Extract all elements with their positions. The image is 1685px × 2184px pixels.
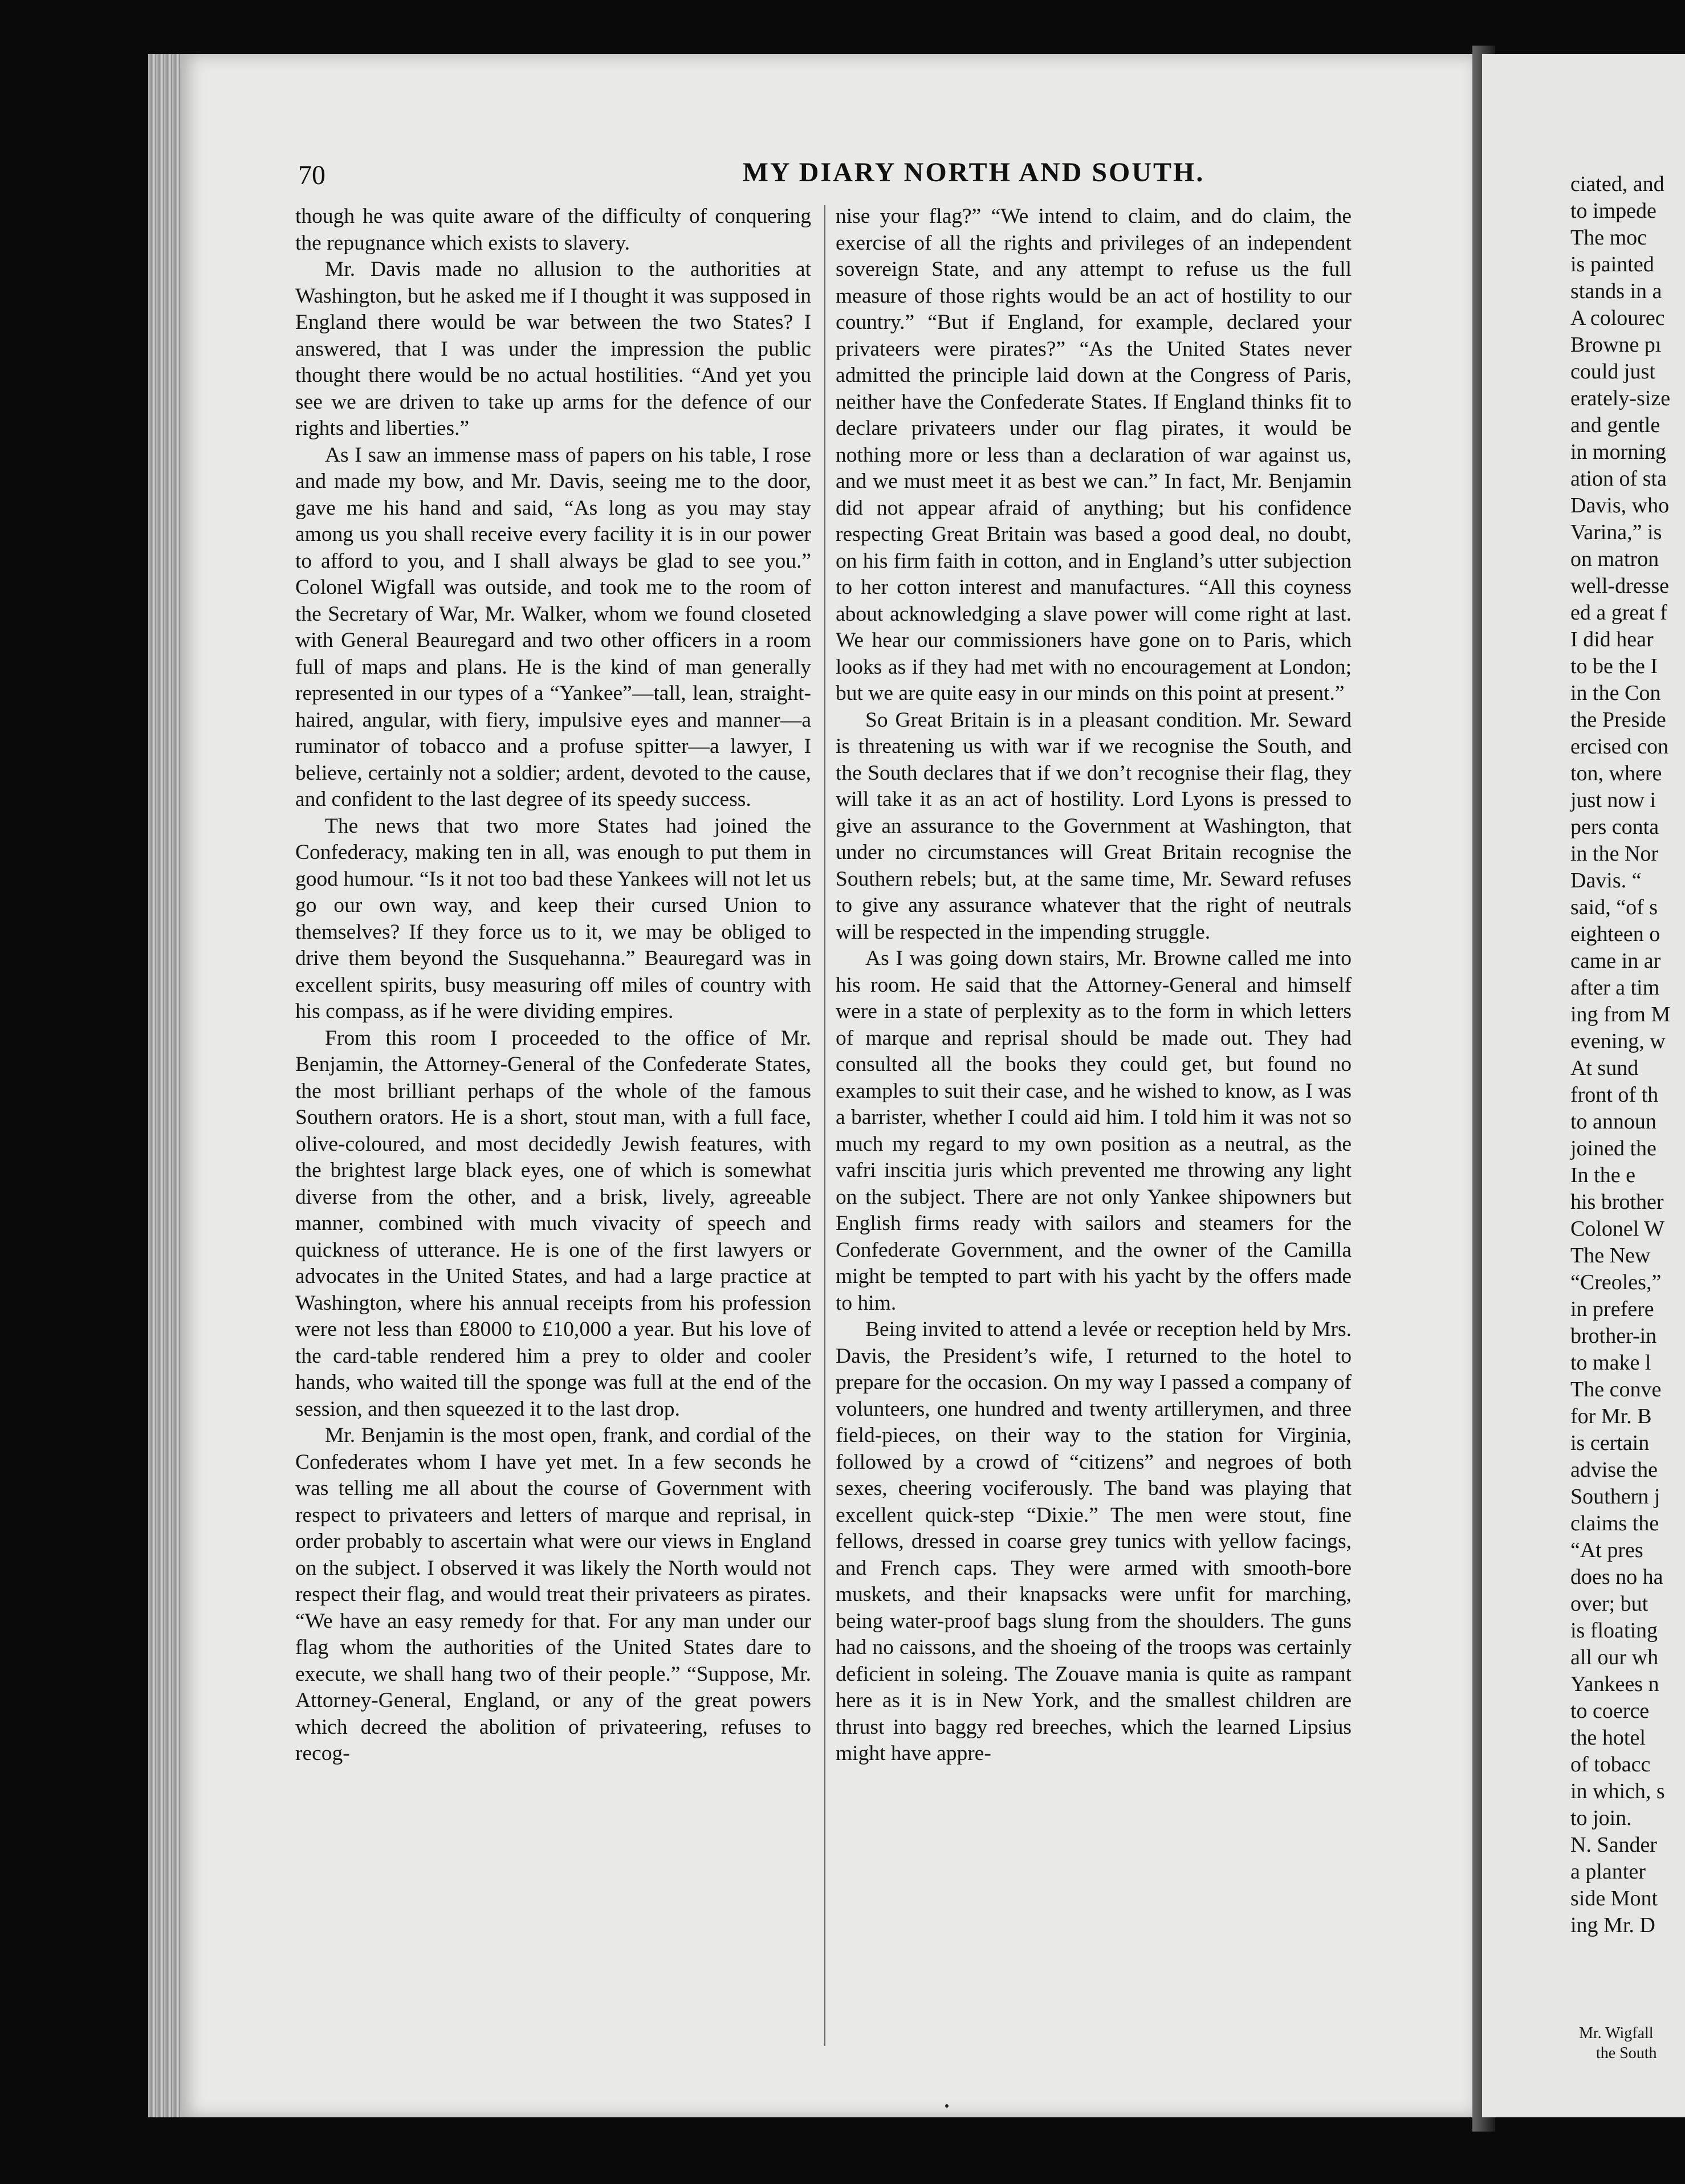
next-page-line: said, “of s [1570,895,1658,919]
paragraph: The news that two more States had joined the Confederacy, making ten in all, was enough to put them in good humour. “Is it not too bad these Yankees will not let us go our own way, and keep their cursed Union to themselves? If they force us to it, we may be obliged to drive them beyond the Susquehanna.” Beauregard was in excellent spirits, busy measuring off miles of country with his compass, as if he were dividing empires. [295,814,811,1023]
next-page-line: claims the [1570,1511,1659,1535]
next-page-line: Varina,” is [1570,520,1662,544]
next-page-line: to coerce [1570,1699,1650,1723]
next-page-footnote: the South [1596,2044,1657,2062]
next-page-line: ing Mr. D [1570,1913,1655,1937]
next-page-line: I did hear [1570,628,1654,651]
paragraph: From this room I proceeded to the office of Mr. Benjamin, the Attorney-General of the Confederate States, the most brilliant perhaps of the whole of the famous Southern orators. He is a short, stout man, with a full face, olive-coloured, and most decidedly Jewish features, with the brightest large black eyes, one of which is somewhat diverse from the other, and a brisk, lively, agreeable manner, combined with much vivacity of speech and quickness of utterance. He is one of the first lawyers or advocates in the United States, and had a large practice at Washington, where his annual receipts from his profession were not less than £8000 to £10,000 a year. But his love of the card-table rendered him a prey to older and cooler hands, who waited till the sponge was full at the end of the session, and then squeezed it to the last drop. [295,1026,811,1421]
next-page-line: Davis, who [1570,494,1670,518]
text-column-left [295,203,811,1767]
next-page-line: does no ha [1570,1565,1663,1589]
next-page-line: ton, where [1570,761,1662,785]
next-page-line: and gentle [1570,413,1660,437]
next-page-line: Browne pı [1570,333,1662,357]
next-page-line: Colonel W [1570,1217,1665,1241]
next-page-line: to impede [1570,199,1656,223]
next-page-line: just now i [1570,788,1656,812]
paragraph: Mr. Benjamin is the most open, frank, and cordial of the Confederates whom I have yet met. In a few seconds he was telling me all about the course of Government with respect to privateers and letters of marque and reprisal, in order probably to ascertain what were our views in England on the subject. I observed it was likely the North would not respect their flag, and would treat their privateers as pirates. “We have an easy remedy for that. For any man under our flag whom the authorities of the United States dare to execute, we shall hang two of their people.” “Suppose, Mr. Attorney-General, England, or any of the great powers which decreed the abolition of privateering, refuses to recog- [295,1424,811,1765]
next-page-line: to join. [1570,1806,1632,1830]
next-page-line: over; but [1570,1592,1649,1616]
next-page-line: all our wh [1570,1645,1659,1669]
next-page-line: side Mont [1570,1886,1658,1910]
next-page-line: The conve [1570,1378,1662,1401]
next-page-line: eighteen o [1570,922,1660,946]
next-page-line: to make l [1570,1351,1651,1375]
next-page-line: ing from M [1570,1003,1671,1026]
next-page-line: pers conta [1570,815,1659,839]
next-page-line: to announ [1570,1110,1656,1134]
page-number: 70 [298,160,325,190]
next-page-line: N. Sander [1570,1833,1657,1857]
next-page-line: “At pres [1570,1538,1643,1562]
next-page-line: A colourec [1570,306,1665,330]
column-rule [824,205,825,2046]
next-page-line: erately-size [1570,386,1671,410]
paragraph: Mr. Davis made no allusion to the authorities at Washington, but he asked me if I thought it was supposed in England there would be war between the two States? I answered, that I was under the impression the public thought there would be no actual hostilities. “And yet you see we are driven to take up arms for the defence of our rights and liberties.” [295,258,811,440]
next-page-line: The moc [1570,226,1647,250]
next-page-line: ation of sta [1570,467,1667,491]
next-page-line: Yankees n [1570,1672,1659,1696]
next-page-line: is floating [1570,1619,1658,1643]
next-page-line: Southern j [1570,1485,1660,1509]
paragraph: As I saw an immense mass of papers on his table, I rose and made my bow, and Mr. Davis, seeing me to the door, gave me his hand and said, “As long as you may stay among us you shall receive every facility it is in our power to afford to you, and I shall always be glad to see you.” Colonel Wigfall was outside, and took me to the room of the Secretary of War, Mr. Walker, whom we found closeted with General Beauregard and two other officers in a room full of maps and plans. He is the kind of man generally represented in our types of a “Yankee”—tall, lean, straight-haired, angular, with fiery, impulsive eyes and manner—a ruminator of tobacco and a profuse spitter—a lawyer, I believe, certainly not a soldier; ardent, devoted to the cause, and confident to the last degree of its speedy success. [295,443,811,811]
next-page-footnote: Mr. Wigfall [1579,2024,1654,2042]
next-page-line: could just [1570,360,1655,384]
next-page-line: Davis. “ [1570,869,1642,893]
next-page-line: brother-in [1570,1324,1657,1348]
next-page-line: stands in a [1570,279,1662,303]
paragraph: So Great Britain is in a pleasant condition. Mr. Seward is threatening us with war if we recognise the South, and the South declares that if we don’t recognise their flag, they will take it as an act of hostility. Lord Lyons is pressed to give an assurance to the Government at Washington, that under no circumstances will Great Britain recognise the Southern rebels; but, at the same time, Mr. Seward refuses to give any assurance whatever that the right of neutrals will be respected in the impending struggle. [836,708,1352,944]
next-page-line: of tobacc [1570,1753,1651,1776]
next-page-line: The New [1570,1244,1651,1268]
next-page-line: for Mr. B [1570,1404,1652,1428]
ink-speck [945,2104,949,2108]
next-page-line: in prefere [1570,1297,1654,1321]
paragraph: Being invited to attend a levée or reception held by Mrs. Davis, the President’s wife, I returned to the hotel to prepare for the occasion. On my way I passed a company of volunteers, one hundred and twenty artillerymen, and three field-pieces, on their way to the station for Virginia, followed by a crowd of “citizens” and negroes of both sexes, cheering vociferously. The band was playing that excellent quick-step “Dixie.” The men were stout, fine fellows, dressed in coarse grey tunics with yellow facings, and French caps. They were armed with smooth-bore muskets, and their knapsacks were unfit for marching, being water-proof bags slung from the shoulders. The guns had no caissons, and the shoeing of the troops was certainly deficient in soleing. The Zouave mania is quite as rampant here as it is in New York, and the smallest children are thrust into baggy red breeches, which the learned Lipsius might have appre- [836,1318,1352,1765]
next-page-line: to be the I [1570,654,1658,678]
next-page-line: came in ar [1570,949,1661,973]
next-page-line: At sund [1570,1056,1639,1080]
text-column-right [836,203,1352,1767]
next-page-line: well-dresse [1570,574,1670,598]
next-page-line: a planter [1570,1860,1646,1884]
next-page-line: is painted [1570,252,1654,276]
next-page-line: ciated, and [1570,172,1664,196]
next-page-line: after a tim [1570,976,1660,1000]
next-page-line: the hotel [1570,1726,1646,1750]
next-page-line: joined the [1570,1136,1656,1160]
book-page-left [181,54,1472,2117]
next-page-line: in morning [1570,440,1666,464]
next-page-line: front of th [1570,1083,1659,1107]
next-page-line: in the Con [1570,681,1661,705]
next-page-line: ercised con [1570,735,1668,759]
paragraph: As I was going down stairs, Mr. Browne called me into his room. He said that the Attorney-General and himself were in a state of perplexity as to the form in which letters of marque and reprisal should be made out. They had consulted all the books they could get, but found no examples to suit their case, and he wished to know, as I was a barrister, whether I could aid him. I told him it was not so much my regard to my own position as a neutral, as the vafri inscitia juris which prevented me throwing any light on the subject. There are not only Yankee shipowners but English firms ready with sailors and steamers for the Confederate Government, and the owner of the Camilla might be tempted to part with his yacht by the offers made to him. [836,947,1352,1315]
next-page-line: in which, s [1570,1779,1665,1803]
next-page-line: advise the [1570,1458,1658,1482]
next-page-line: in the Nor [1570,842,1659,866]
next-page-line: In the e [1570,1163,1635,1187]
next-page-line: evening, w [1570,1029,1666,1053]
paragraph: though he was quite aware of the difficulty of conquering the repugnance which exists to slavery. [295,205,811,255]
next-page-line: is certain [1570,1431,1650,1455]
next-page-line: his brother [1570,1190,1664,1214]
next-page-line: the Preside [1570,708,1666,732]
next-page-line: ed a great f [1570,601,1667,625]
paragraph: nise your flag?” “We intend to claim, and do claim, the exercise of all the rights and privileges of an independent sovereign State, and any attempt to refuse us the full measure of those rights would be an act of hostility to our country.” “But if England, for example, declared your privateers were pirates?” “As the United States never admitted the principle laid down at the Congress of Paris, neither have the Confederate States. If England thinks fit to declare privateers under our flag pirates, it would be nothing more or less than a declaration of war against us, and we must meet it as best we can.” In fact, Mr. Benjamin did not appear afraid of anything; but his confidence respecting Great Britain was based a good deal, no doubt, on his firm faith in cotton, and in England’s utter subjection to her cotton interest and manufactures. “All this coyness about acknowledging a slave power will come right at last. We hear our commissioners have gone on to Paris, which looks as if they had met with no encouragement at London; but we are quite easy in our minds on this point at present.” [836,205,1352,705]
next-page-line: on matron [1570,547,1659,571]
running-head: MY DIARY NORTH AND SOUTH. [742,157,1205,188]
next-page-line: “Creoles,” [1570,1270,1662,1294]
